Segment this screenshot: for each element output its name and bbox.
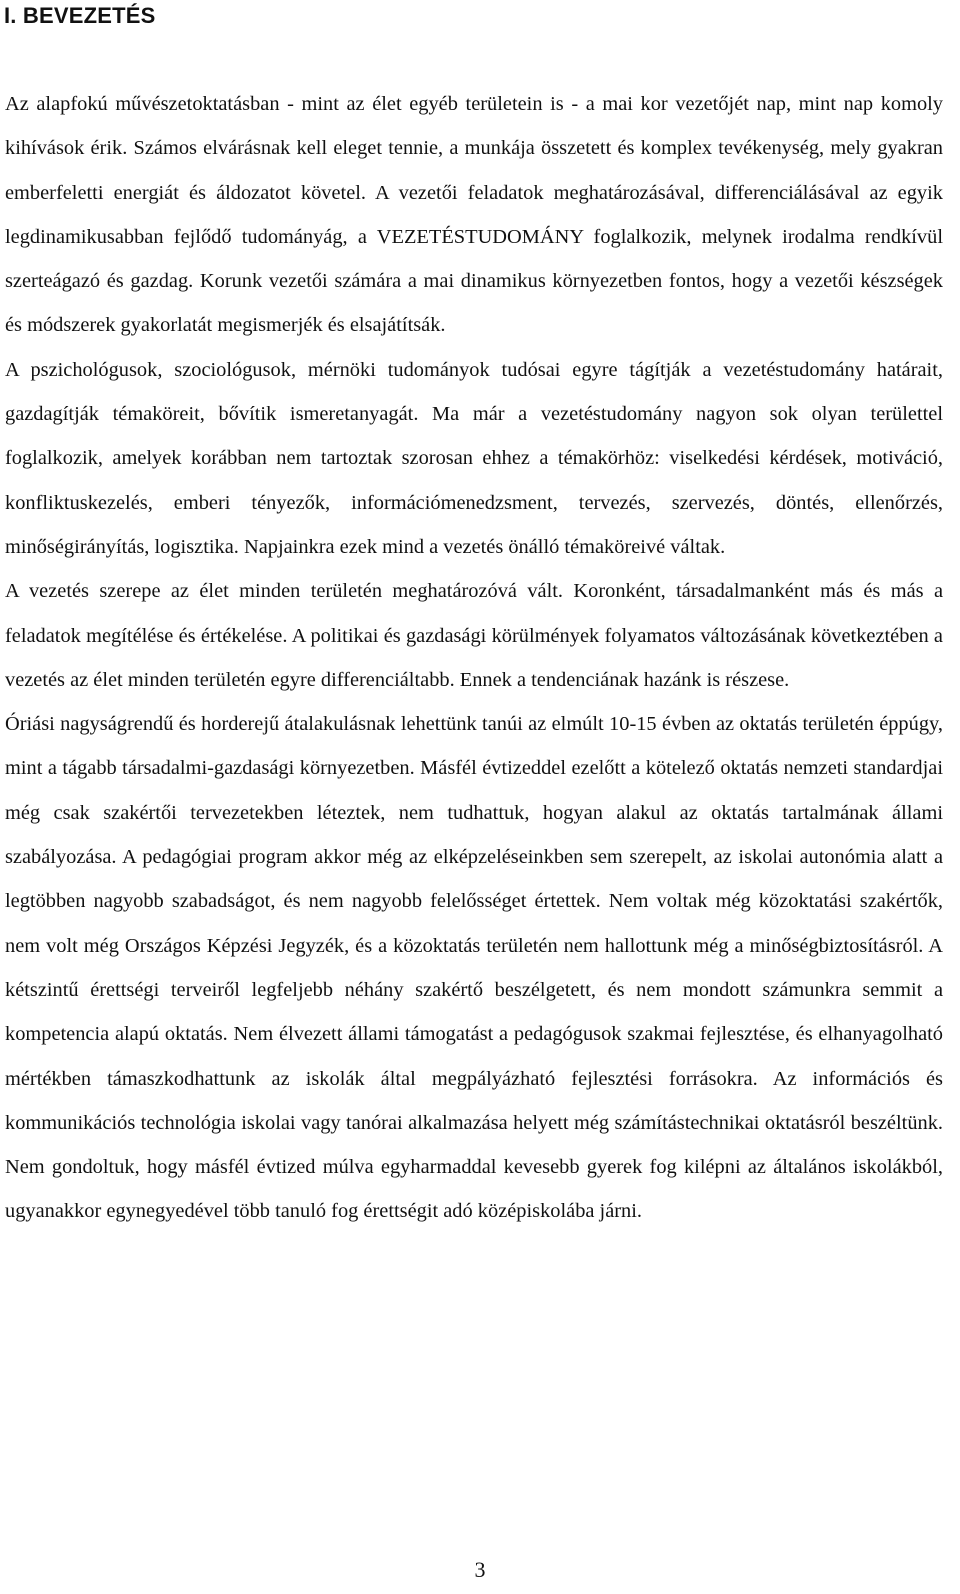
paragraph-3: A vezetés szerepe az élet minden területén meghatározóvá vált. Koronként, társadalmanként más és más a feladatok megítélése és értékelése. A politikai és gazdasági körülmények folyamatos változásának következtében a vezetés az élet minden területén egyre differenciáltabb. Ennek a tendenciának hazánk is részese. <box>5 580 943 691</box>
paragraph-2: A pszichológusok, szociológusok, mérnöki tudományok tudósai egyre tágítják a vezetéstudomány határait, gazdagítják témaköreit, bővítik ismeretanyagát. Ma már a vezetéstudomány nagyon sok olyan területtel foglalkozik, amelyek korábban nem tartoztak szorosan ehhez a témakörhöz: viselkedési kérdések, motiváció, konfliktuskezelés, emberi tényezők, információmenedzsment, tervezés, szervezés, döntés, ellenőrzés, minőségirányítás, logisztika. Napjainkra ezek mind a vezetés önálló témaköreivé váltak. <box>5 358 943 558</box>
body-text <box>5 82 943 1234</box>
section-heading: I. BEVEZETÉS <box>4 3 156 28</box>
paragraph-1: Az alapfokú művészetoktatásban - mint az élet egyéb területein is - a mai kor vezetőjét nap, mint nap komoly kihívások érik. Számos elvárásnak kell eleget tennie, a munkája összetett és komplex tevékenység, mely gyakran emberfeletti energiát és áldozatot követel. A vezetői feladatok meghatározásával, differenciálásával az egyik legdinamikusabban fejlődő tudományág, a VEZETÉSTUDOMÁNY foglalkozik, melynek irodalma rendkívül szerteágazó és gazdag. Korunk vezetői számára a mai dinamikus környezetben fontos, hogy a vezetői készségek és módszerek gyakorlatát megismerjék és elsajátítsák. <box>5 93 943 337</box>
paragraph-4: Óriási nagyságrendű és horderejű átalakulásnak lehettünk tanúi az elmúlt 10-15 évben az oktatás területén éppúgy, mint a tágabb társadalmi-gazdasági környezetben. Másfél évtizeddel ezelőtt a kötelező oktatás nemzeti standardjai még csak szakértői tervezetekben léteztek, nem tudhattuk, hogyan alakul az oktatás tartalmának állami szabályozása. A pedagógiai program akkor még az elképzeléseinkben sem szerepelt, az iskolai autonómia alatt a legtöbben nagyobb szabadságot, és nem nagyobb felelősséget értettek. Nem voltak még közoktatási szakértők, nem volt még Országos Képzési Jegyzék, és a közoktatás területén nem hallottunk még a minőségbiztosításról. A kétszintű érettségi terveiről legfeljebb néhány szakértő beszélgetett, és nem mondott számunkra semmit a kompetencia alapú oktatás. Nem élvezett állami támogatást a pedagógusok szakmai fejlesztése, és elhanyagolható mértékben támaszkodhattunk az iskolák által megpályázható fejlesztési forrásokra. Az információs és kommunikációs technológia iskolai vagy tanórai alkalmazása helyett még számítástechnikai oktatásról beszéltünk. Nem gondoltuk, hogy másfél évtized múlva egyharmaddal kevesebb gyerek fog kilépni az általános iskolákból, ugyanakkor egynegyedével több tanuló fog érettségit adó középiskolába járni. <box>5 713 943 1223</box>
page-number: 3 <box>474 1557 486 1582</box>
